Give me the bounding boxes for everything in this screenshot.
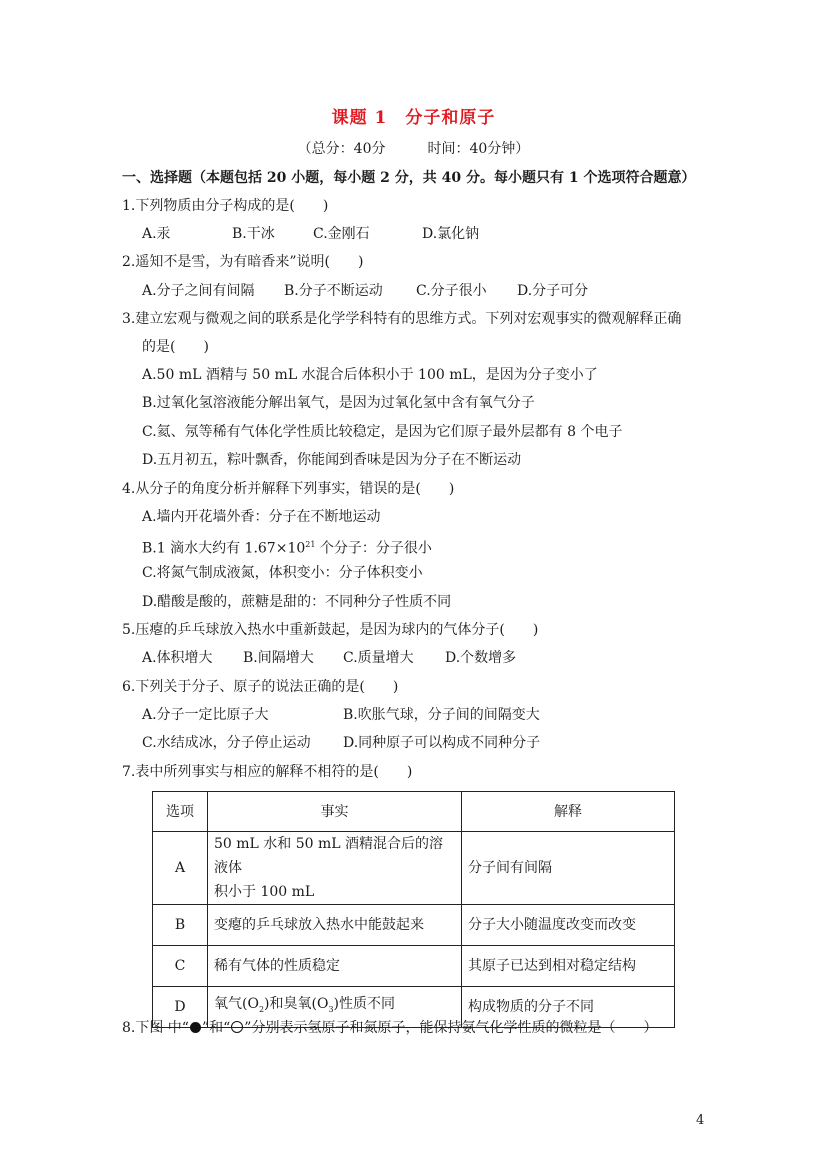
subscript: 3 (328, 1004, 334, 1014)
table-header-row (153, 792, 675, 832)
question-5-option-c: C.质量增大 (343, 650, 414, 666)
question-6-option-b: B.吹胀气球，分子间的间隔变大 (343, 707, 540, 723)
question-8-stem (122, 1019, 657, 1037)
table-cell-fact: 变瘪的乒乓球放入热水中能鼓起来 (208, 905, 462, 946)
table-row (153, 905, 675, 946)
facts-table (152, 791, 675, 1028)
page-title: 课题 1 分子和原子 (331, 108, 496, 128)
question-6-stem: 6.下列关于分子、原子的说法正确的是( ) (122, 679, 399, 695)
fact-text: )和臭氧(O (264, 996, 329, 1013)
table-cell-fact: 稀有气体的性质稳定 (208, 946, 462, 987)
table-row (153, 832, 675, 905)
table-cell-option: C (153, 946, 208, 987)
table-cell-option: A (153, 832, 208, 905)
subscript: 2 (258, 1004, 265, 1014)
question-1-option-a: A.汞 (142, 226, 171, 242)
question-2-option-b: B.分子不断运动 (284, 283, 383, 299)
question-2-stem: 2.遥知不是雪，为有暗香来”说明( ) (122, 254, 364, 270)
question-4-option-b-tail: 个分子：分子很小 (315, 540, 432, 557)
table-header-cell: 事实 (208, 792, 462, 832)
table-cell-option: D (153, 987, 208, 1028)
table-cell-explanation: 构成物质的分子不同 (462, 987, 675, 1028)
question-3-option-c: C.氦、氖等稀有气体化学性质比较稳定，是因为它们原子最外层都有 8 个电子 (142, 424, 623, 440)
exam-meta: （总分：40分 时间：40分钟） (297, 141, 530, 157)
question-5-option-d: D.个数增多 (445, 650, 517, 666)
question-4-option-a: A.墙内开花墙外香：分子在不断地运动 (142, 509, 381, 525)
table-cell-explanation: 分子大小随温度改变而改变 (462, 905, 675, 946)
table-header-cell: 解释 (462, 792, 675, 832)
question-3-stem: 3.建立宏观与微观之间的联系是化学学科特有的思维方式。下列对宏观事实的微观解释正确 (122, 311, 682, 327)
question-1-option-b: B.干冰 (232, 226, 275, 242)
table-cell-fact (208, 832, 462, 905)
question-4-stem: 4.从分子的角度分析并解释下列事实，错误的是( ) (122, 481, 455, 497)
table-cell-option: B (153, 905, 208, 946)
question-8-stem-mid: ”和“ (201, 1020, 231, 1036)
question-2-option-a: A.分子之间有间隔 (142, 283, 255, 299)
filled-circle-icon (190, 1022, 201, 1033)
question-8-stem-suffix: ”分别表示氢原子和氮原子，能保持氨气化学性质的微粒是（ ） (244, 1020, 658, 1036)
question-3-option-d: D.五月初五，粽叶飘香，你能闻到香味是因为分子在不断运动 (142, 452, 522, 468)
question-4-option-b-text: B.1 滴水大约有 1.67×10 (142, 540, 306, 557)
question-3-option-a: A.50 mL 酒精与 50 mL 水混合后体积小于 100 mL，是因为分子变小了 (142, 367, 598, 383)
table-header-cell: 选项 (153, 792, 208, 832)
question-5-stem: 5.压瘪的乒乓球放入热水中重新鼓起，是因为球内的气体分子( ) (122, 622, 539, 638)
table-row (153, 946, 675, 987)
open-circle-icon (231, 1021, 243, 1033)
question-5-option-b: B.间隔增大 (243, 650, 314, 666)
fact-text: )性质不同 (333, 996, 396, 1013)
fact-line: 积小于 100 mL (214, 884, 315, 900)
question-1-stem: 1.下列物质由分子构成的是( ) (122, 198, 329, 214)
exponent: 21 (305, 540, 316, 549)
fact-text: 氧气(O (214, 996, 259, 1013)
question-7-stem: 7.表中所列事实与相应的解释不相符的是( ) (122, 764, 413, 780)
question-1-option-d: D.氯化钠 (422, 226, 480, 242)
table-cell-explanation: 其原子已达到相对稳定结构 (462, 946, 675, 987)
question-6-option-d: D.同种原子可以构成不同种分子 (343, 735, 541, 751)
fact-line: 50 mL 水和 50 mL 酒精混合后的溶液体 (214, 836, 444, 876)
page-number: 4 (696, 1113, 705, 1128)
table-cell-explanation: 分子间有间隔 (462, 832, 675, 905)
question-8-stem-prefix: 8.下图 中“ (122, 1020, 189, 1036)
question-2-option-d: D.分子可分 (517, 283, 589, 299)
section-heading: 一、选择题（本题包括 20 小题，每小题 2 分，共 40 分。每小题只有 1 个选项符合题意） (122, 170, 696, 186)
question-3-option-b: B.过氧化氢溶液能分解出氧气，是因为过氧化氢中含有氧气分子 (142, 395, 535, 411)
question-4-option-b (142, 536, 432, 558)
question-6-option-c: C.水结成冰，分子停止运动 (142, 735, 311, 751)
question-1-option-c: C.金刚石 (313, 226, 370, 242)
question-4-option-c: C.将氮气制成液氮，体积变小：分子体积变小 (142, 565, 423, 581)
question-6-option-a: A.分子一定比原子大 (142, 707, 269, 723)
question-2-option-c: C.分子很小 (416, 283, 487, 299)
question-3-stem-continued: 的是( ) (142, 339, 209, 355)
question-4-option-d: D.醋酸是酸的，蔗糖是甜的：不同种分子性质不同 (142, 594, 452, 610)
question-5-option-a: A.体积增大 (142, 650, 213, 666)
